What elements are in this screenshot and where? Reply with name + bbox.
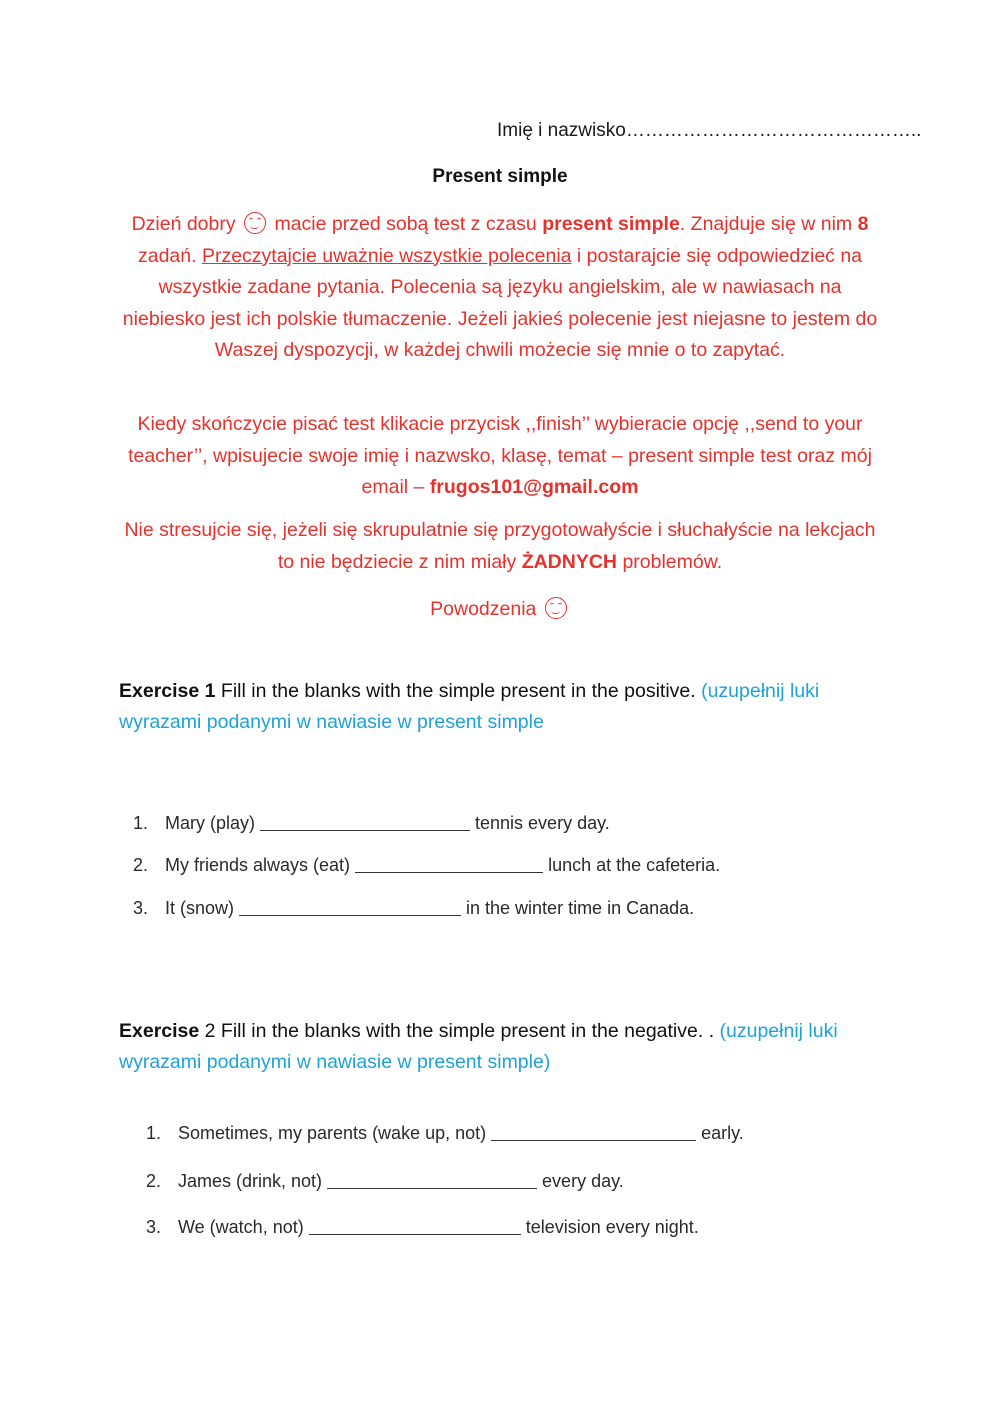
list-item (133, 813, 610, 834)
exercise-label: Exercise (119, 1020, 200, 1042)
intro-emphasis: present simple (542, 213, 680, 235)
list-item (146, 1217, 699, 1238)
greeting-text: Dzień dobry (131, 213, 236, 235)
item-number: 2. (146, 1171, 162, 1191)
list-item (146, 1123, 744, 1144)
item-text: in the winter time in Canada. (461, 898, 695, 918)
page-title: Present simple (432, 166, 568, 187)
teacher-email: frugos101@gmail.com (429, 476, 639, 498)
intro-paragraph-3 (118, 515, 882, 578)
intro-text: Nie stresujcie się, jeżeli się skrupulatnie się przygotowałyście i słuchałyście na lekcjach to nie będziecie z nim miały (124, 519, 876, 573)
intro-paragraph-1 (118, 209, 882, 367)
task-count: 8 (857, 213, 869, 235)
exercise-instruction: Fill in the blanks with the simple present in the positive. (215, 680, 702, 702)
exercise-label: Exercise 1 (119, 680, 216, 702)
answer-blank[interactable] (260, 814, 470, 831)
item-text: every day. (537, 1171, 624, 1191)
intro-text: macie przed sobą test z czasu (274, 213, 543, 235)
item-text: It (snow) (165, 898, 240, 918)
intro-paragraph-2 (118, 409, 882, 504)
item-text: Sometimes, my parents (wake up, not) (178, 1123, 492, 1143)
item-text: Mary (play) (165, 813, 261, 833)
student-name-line: Imię i nazwisko……………………………………….. (497, 120, 922, 141)
answer-blank[interactable] (239, 899, 461, 916)
intro-text: Kiedy skończycie pisać test klikacie przycisk ,,finish’’ wybieracie opcję ,,send to your teacher’’, wpisujecie swoje imię i nazwsko, klasę, temat – present simple test oraz mój email – (128, 413, 872, 498)
item-number: 1. (133, 813, 149, 833)
answer-blank[interactable] (309, 1218, 521, 1235)
exercise-translation: (uzupełnij luki wyrazami podanymi w nawiasie w present simple (119, 680, 820, 733)
exercise-instruction: 2 Fill in the blanks with the simple present in the negative. . (199, 1020, 720, 1042)
item-text: We (watch, not) (178, 1217, 309, 1237)
item-text: television every night. (520, 1217, 699, 1237)
intro-underlined: Przeczytajcie uważnie wszystkie polecenia (201, 244, 572, 267)
item-number: 2. (133, 855, 149, 875)
intro-text: problemów. (617, 550, 723, 573)
list-item (133, 855, 720, 876)
list-item (146, 1171, 624, 1192)
exercise-2-heading (119, 1016, 889, 1078)
smiley-icon (244, 212, 266, 234)
item-text: tennis every day. (470, 813, 610, 833)
smiley-icon (545, 597, 567, 619)
intro-paragraph-4 (118, 594, 882, 626)
item-number: 3. (133, 898, 149, 918)
exercise-1-heading (119, 676, 889, 738)
intro-text: i postarajcie się odpowiedzieć na wszystkie zadane pytania. Polecenia są języku angielskim, ale w nawiasach na niebiesko jest ich polskie tłumaczenie. Jeżeli jakieś polecenie jest niejasne to jestem do Waszej dyspozycji, w każdej chwili możecie się mnie o to zapytać. (122, 244, 878, 361)
item-text: My friends always (eat) (165, 855, 356, 875)
list-item (133, 898, 694, 919)
intro-emphasis: ŻADNYCH (521, 550, 618, 573)
exercise-translation: (uzupełnij luki wyrazami podanymi w nawiasie w present simple) (119, 1020, 838, 1073)
item-number: 1. (146, 1123, 162, 1143)
item-text: early. (696, 1123, 744, 1143)
item-number: 3. (146, 1217, 162, 1237)
good-luck-text: Powodzenia (430, 598, 537, 620)
answer-blank[interactable] (327, 1172, 537, 1189)
item-text: James (drink, not) (178, 1171, 328, 1191)
answer-blank[interactable] (491, 1124, 696, 1141)
answer-blank[interactable] (355, 856, 543, 873)
intro-text: . Znajduje się w nim (679, 213, 858, 235)
intro-text: zadań. (137, 244, 202, 267)
item-text: lunch at the cafeteria. (543, 855, 721, 875)
